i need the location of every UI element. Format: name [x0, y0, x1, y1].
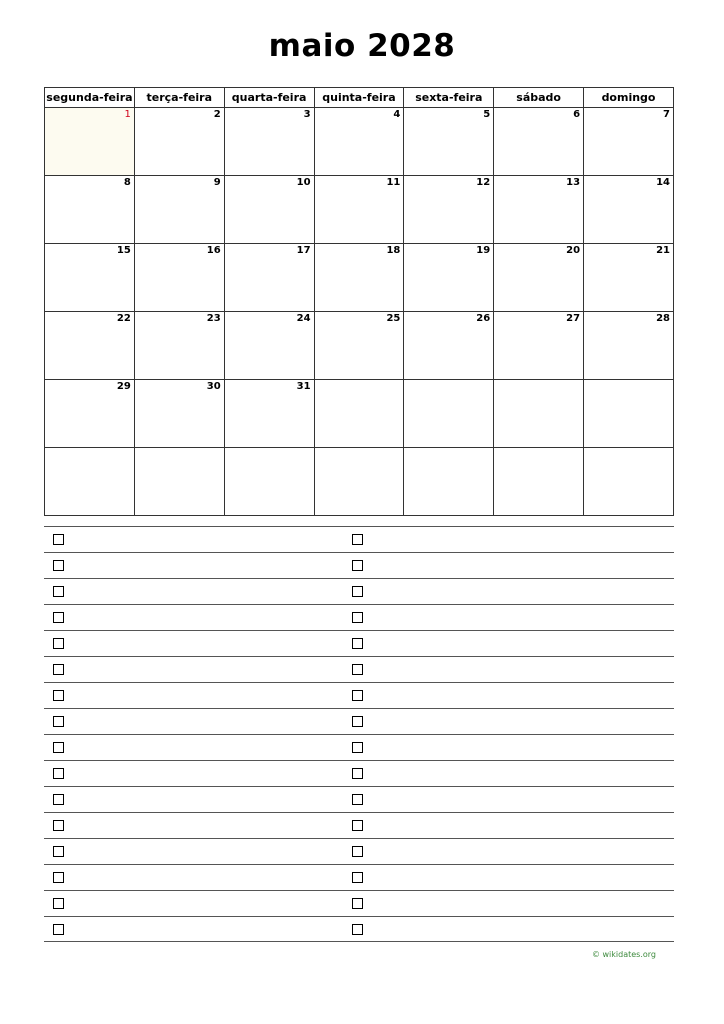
weekday-header: segunda-feira	[45, 88, 135, 108]
task-row	[44, 604, 674, 630]
day-cell	[314, 380, 404, 448]
checkbox-icon[interactable]	[53, 768, 64, 779]
checkbox-icon[interactable]	[352, 742, 363, 753]
credit-text: © wikidates.org	[591, 950, 656, 959]
weekday-header: domingo	[584, 88, 674, 108]
day-cell	[404, 312, 494, 380]
checkbox-icon[interactable]	[53, 820, 64, 831]
checkbox-icon[interactable]	[352, 664, 363, 675]
weekday-header: sábado	[494, 88, 584, 108]
day-cell	[584, 380, 674, 448]
checkbox-icon[interactable]	[53, 716, 64, 727]
day-number: 15	[116, 245, 131, 256]
checkbox-icon[interactable]	[352, 846, 363, 857]
day-cell	[134, 380, 224, 448]
task-checklist	[44, 526, 674, 942]
task-row	[44, 656, 674, 682]
day-cell	[404, 108, 494, 176]
day-number: 17	[296, 245, 311, 256]
task-row	[44, 786, 674, 812]
day-number	[494, 448, 583, 449]
day-cell	[134, 108, 224, 176]
checkbox-icon[interactable]	[53, 534, 64, 545]
day-number	[135, 448, 224, 449]
week-row	[45, 108, 674, 176]
day-number: 2	[213, 109, 221, 120]
checkbox-icon[interactable]	[352, 924, 363, 935]
day-number: 5	[483, 109, 491, 120]
day-number: 14	[656, 177, 670, 188]
day-number: 28	[656, 313, 670, 324]
day-number	[404, 380, 493, 381]
day-cell	[404, 244, 494, 312]
task-row	[44, 552, 674, 578]
week-row	[45, 448, 674, 516]
checkbox-icon[interactable]	[53, 690, 64, 701]
checkbox-icon[interactable]	[53, 638, 64, 649]
task-row	[44, 760, 674, 786]
day-number: 4	[393, 109, 401, 120]
day-cell	[224, 108, 314, 176]
day-number: 20	[566, 245, 581, 256]
day-number	[404, 448, 493, 449]
day-number: 7	[663, 109, 670, 120]
week-row	[45, 176, 674, 244]
checkbox-icon[interactable]	[53, 898, 64, 909]
day-cell	[584, 244, 674, 312]
weekday-header: terça-feira	[134, 88, 224, 108]
checkbox-icon[interactable]	[352, 638, 363, 649]
checkbox-icon[interactable]	[352, 560, 363, 571]
day-number: 10	[296, 177, 311, 188]
day-number	[494, 380, 583, 381]
day-cell	[224, 380, 314, 448]
task-row	[44, 630, 674, 656]
day-cell	[134, 176, 224, 244]
day-cell	[45, 380, 135, 448]
day-cell	[45, 244, 135, 312]
day-number: 19	[476, 245, 491, 256]
task-row	[44, 578, 674, 604]
day-cell	[224, 312, 314, 380]
day-cell	[494, 312, 584, 380]
day-number: 3	[303, 109, 311, 120]
day-cell	[134, 312, 224, 380]
day-number: 31	[296, 381, 311, 392]
day-number: 23	[206, 313, 221, 324]
weekday-header-row	[45, 88, 674, 108]
day-number: 9	[213, 177, 221, 188]
day-number	[315, 448, 404, 449]
task-row	[44, 812, 674, 838]
day-number: 16	[206, 245, 221, 256]
day-cell	[224, 244, 314, 312]
task-row	[44, 838, 674, 864]
checkbox-icon[interactable]	[53, 872, 64, 883]
task-row	[44, 890, 674, 916]
day-cell	[314, 312, 404, 380]
day-cell	[404, 380, 494, 448]
day-cell	[494, 244, 584, 312]
checkbox-icon[interactable]	[352, 534, 363, 545]
day-number: 26	[476, 313, 491, 324]
checkbox-icon[interactable]	[53, 560, 64, 571]
calendar-grid	[44, 87, 674, 516]
checkbox-icon[interactable]	[53, 612, 64, 623]
day-cell	[314, 176, 404, 244]
checkbox-icon[interactable]	[352, 898, 363, 909]
day-cell	[494, 176, 584, 244]
day-cell	[314, 108, 404, 176]
day-number	[45, 448, 134, 449]
task-row	[44, 708, 674, 734]
day-number	[584, 448, 673, 449]
day-number: 13	[566, 177, 581, 188]
day-cell	[494, 448, 584, 516]
checkbox-icon[interactable]	[53, 664, 64, 675]
day-cell	[224, 448, 314, 516]
checkbox-icon[interactable]	[352, 768, 363, 779]
checkbox-icon[interactable]	[352, 586, 363, 597]
checkbox-icon[interactable]	[53, 742, 64, 753]
day-cell	[45, 312, 135, 380]
day-cell	[224, 176, 314, 244]
day-cell	[45, 176, 135, 244]
day-cell	[584, 176, 674, 244]
day-number: 24	[296, 313, 311, 324]
week-row	[45, 312, 674, 380]
day-cell	[134, 244, 224, 312]
day-cell	[584, 448, 674, 516]
day-number: 29	[116, 381, 131, 392]
day-number: 27	[566, 313, 581, 324]
day-cell	[45, 448, 135, 516]
day-cell	[584, 312, 674, 380]
day-cell	[584, 108, 674, 176]
day-number	[225, 448, 314, 449]
checkbox-icon[interactable]	[352, 690, 363, 701]
checkbox-icon[interactable]	[352, 612, 363, 623]
checkbox-icon[interactable]	[53, 846, 64, 857]
task-row	[44, 526, 674, 552]
weekday-header: sexta-feira	[404, 88, 494, 108]
day-number: 8	[123, 177, 131, 188]
weekday-header: quarta-feira	[224, 88, 314, 108]
day-cell	[404, 448, 494, 516]
task-row	[44, 864, 674, 890]
day-number: 6	[573, 109, 581, 120]
day-cell	[404, 176, 494, 244]
day-number	[584, 380, 673, 381]
page-title: maio 2028	[268, 28, 456, 64]
day-number: 18	[386, 245, 401, 256]
day-number: 21	[656, 245, 670, 256]
checkbox-icon[interactable]	[352, 794, 363, 805]
checkbox-icon[interactable]	[53, 924, 64, 935]
day-number: 30	[206, 381, 221, 392]
checkbox-icon[interactable]	[352, 716, 363, 727]
day-cell	[314, 244, 404, 312]
day-number: 1	[124, 109, 131, 120]
task-row	[44, 916, 674, 942]
checkbox-icon[interactable]	[53, 586, 64, 597]
day-cell	[45, 108, 135, 176]
day-number: 12	[476, 177, 491, 188]
day-number	[315, 380, 404, 381]
day-number: 25	[386, 313, 401, 324]
day-cell	[494, 108, 584, 176]
day-number: 11	[386, 177, 401, 188]
day-cell	[314, 448, 404, 516]
weekday-header: quinta-feira	[314, 88, 404, 108]
checkbox-icon[interactable]	[53, 794, 64, 805]
day-cell	[134, 448, 224, 516]
task-row	[44, 682, 674, 708]
week-row	[45, 244, 674, 312]
week-row	[45, 380, 674, 448]
checkbox-icon[interactable]	[352, 820, 363, 831]
checkbox-icon[interactable]	[352, 872, 363, 883]
task-row	[44, 734, 674, 760]
day-number: 22	[116, 313, 131, 324]
day-cell	[494, 380, 584, 448]
